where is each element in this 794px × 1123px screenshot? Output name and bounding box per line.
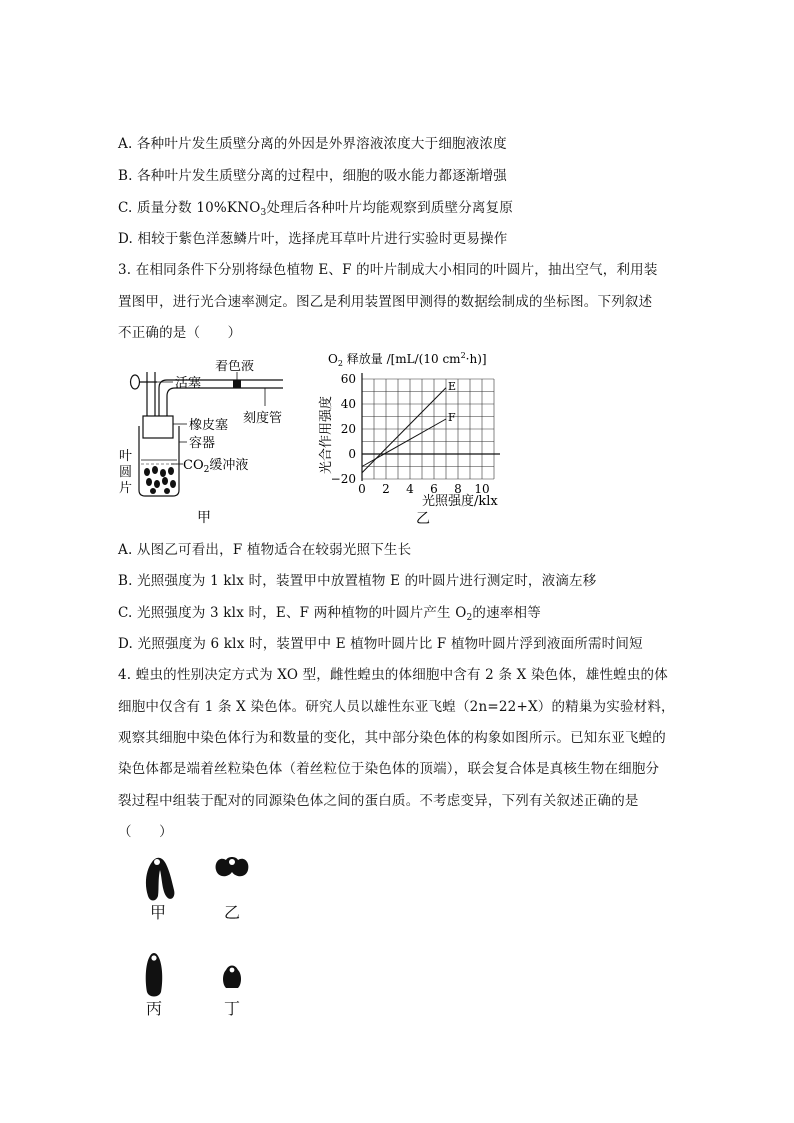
chart-series <box>362 380 456 473</box>
q2-option-a: A. 各种叶片发生质壁分离的外因是外界溶液浓度大于细胞液浓度 <box>118 136 507 152</box>
q3-stem-line-1: 3. 在相同条件下分别将绿色植物 E、F 的叶片制成大小相同的叶圆片，抽出空气，利用装 <box>118 262 658 278</box>
label-dye: 着色液 <box>215 360 255 374</box>
series-e-line <box>362 388 446 473</box>
chromosome-label-bing: 丙 <box>146 999 163 1018</box>
photosynthesis-chart <box>310 345 540 530</box>
q2-option-c-subscript: 3 <box>260 208 267 218</box>
q4-stem-line-3: 观察其细胞中染色体行为和数量的变化，其中部分染色体的构象如图所示。已知东亚飞蝗的 <box>118 730 666 746</box>
q3-option-c-text: C. 光照强度为 3 klx 时，E、F 两种植物的叶圆片产生 O <box>118 605 467 621</box>
q3-option-d: D. 光照强度为 6 klx 时，装置甲中 E 植物叶圆片比 F 植物叶圆片浮到液面所需时间短 <box>118 636 643 652</box>
label-leaf-disc-2: 圆 <box>119 465 133 480</box>
q3-option-c-text-2: 的速率相等 <box>472 605 541 621</box>
label-buffer: $CO_2$缓冲液 <box>183 458 249 475</box>
x-tick-label: 0 <box>358 482 366 496</box>
q3-stem-line-3: 不正确的是（ ） <box>118 325 242 341</box>
label-valve: 活塞 <box>175 376 202 391</box>
chromosome-label-jia: 甲 <box>150 903 167 922</box>
label-scale-tube: 刻度管 <box>243 411 283 426</box>
x-tick-label: 2 <box>382 482 390 496</box>
caption-jia: 甲 <box>197 510 211 526</box>
chromosome-label-yi: 乙 <box>224 903 241 922</box>
valve-handle <box>131 375 140 389</box>
q4-stem-line-2: 细胞中仅含有 1 条 X 染色体。研究人员以雄性东亚飞蝗（2n=22+X）的精巢为实验材料， <box>118 699 675 715</box>
q3-option-c-subscript: 2 <box>466 613 473 623</box>
chromosome-bing <box>140 950 170 998</box>
caption-yi: 乙 <box>416 511 430 527</box>
dye-droplet <box>233 380 241 388</box>
q3-stem-line-2: 置图甲，进行光合速率测定。图乙是利用装置图甲测得的数据绘制成的坐标图。下列叙述 <box>118 294 653 310</box>
y-tick-label: 60 <box>340 372 356 386</box>
q3-option-b: B. 光照强度为 1 klx 时，装置甲中放置植物 E 的叶圆片进行测定时，液滴左移 <box>118 573 597 589</box>
q2-option-c-text-2: 处理后各种叶片均能观察到质壁分离复原 <box>266 200 514 216</box>
series-f-line <box>362 419 446 467</box>
label-leaf-disc-3: 片 <box>119 481 133 496</box>
q3-option-c <box>118 603 541 628</box>
label-leaf-disc-1: 叶 <box>119 449 133 464</box>
x-tick-label: 8 <box>454 482 462 496</box>
q4-stem-line-6: （ ） <box>118 824 173 840</box>
q2-option-b: B. 各种叶片发生质壁分离的过程中，细胞的吸水能力都逐渐增强 <box>118 168 508 184</box>
series-e-label: E <box>448 379 457 393</box>
q4-stem-line-5: 裂过程中组装于配对的同源染色体之间的蛋白质。不考虑变异，下列有关叙述正确的是 <box>118 793 639 809</box>
q4-stem-line-1: 4. 蝗虫的性别决定方式为 XO 型，雌性蝗虫的体细胞中含有 2 条 X 染色体，雄性蝗虫的体 <box>118 667 668 683</box>
y-axis-label: 光合作用强度 <box>319 395 334 475</box>
q4-stem-line-4: 染色体都是端着丝粒染色体（着丝粒位于染色体的顶端），联会复合体是真核生物在细胞分 <box>118 761 660 777</box>
chart-title: $O_2$ 释放量 /[mL/(10 $cm^2\cdot h$)] <box>328 351 487 368</box>
x-tick-label: 4 <box>406 482 414 496</box>
x-tick-label: 10 <box>474 482 490 496</box>
q2-option-d: D. 相较于紫色洋葱鳞片叶，选择虎耳草叶片进行实验时更易操作 <box>118 231 508 247</box>
chromosome-jia <box>140 852 180 907</box>
label-container: 容器 <box>189 436 216 451</box>
x-axis-label: 光照强度/klx <box>422 494 498 509</box>
series-f-label: F <box>448 411 456 424</box>
y-tick-label: 40 <box>340 397 356 411</box>
apparatus-figure <box>115 360 315 530</box>
chromosome-yi <box>212 852 252 882</box>
label-stopper: 橡皮塞 <box>189 418 229 433</box>
rubber-stopper <box>143 416 173 438</box>
y-tick-label: −20 <box>330 472 356 486</box>
chromosome-label-ding: 丁 <box>224 999 241 1018</box>
q2-option-c <box>118 198 513 223</box>
q3-option-a: A. 从图乙可看出，F 植物适合在较弱光照下生长 <box>118 542 412 558</box>
q2-option-c-text: C. 质量分数 10%KNO <box>118 200 261 216</box>
x-tick-label: 6 <box>430 482 438 496</box>
leaf-discs <box>144 466 176 494</box>
chromosome-ding <box>220 962 244 990</box>
y-tick-label: 20 <box>340 422 356 436</box>
y-tick-label: 0 <box>348 447 356 461</box>
chart-axes <box>331 372 500 496</box>
